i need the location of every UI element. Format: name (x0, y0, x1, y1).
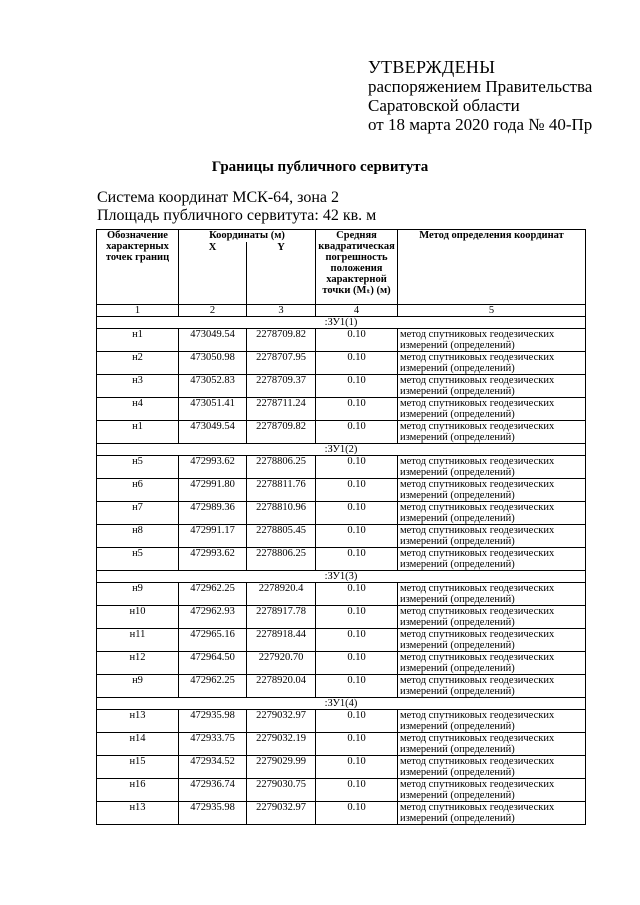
coord-x: 472936.74 (179, 779, 247, 802)
header-coordinates: Координаты (м) (179, 230, 316, 243)
table-row (97, 398, 586, 421)
table-row (97, 375, 586, 398)
error-value: 0.10 (316, 502, 398, 525)
method-value: метод спутниковых геодезических измерений (определений) (398, 756, 586, 779)
coord-y: 2278709.82 (247, 329, 316, 352)
point-designation: н12 (97, 652, 179, 675)
coord-y: 2278920.04 (247, 675, 316, 698)
coord-y: 2279030.75 (247, 779, 316, 802)
coord-x: 473049.54 (179, 421, 247, 444)
coord-x: 472962.25 (179, 675, 247, 698)
servitude-area: Площадь публичного сервитута: 42 кв. м (97, 207, 377, 224)
method-value: метод спутниковых геодезических измерений (определений) (398, 375, 586, 398)
coord-x: 473049.54 (179, 329, 247, 352)
error-value: 0.10 (316, 548, 398, 571)
coord-x: 472962.93 (179, 606, 247, 629)
coord-x: 472964.50 (179, 652, 247, 675)
point-designation: н1 (97, 421, 179, 444)
col-number: 5 (398, 305, 586, 317)
coord-x: 472993.62 (179, 548, 247, 571)
method-value: метод спутниковых геодезических измерений (определений) (398, 398, 586, 421)
point-designation: н13 (97, 710, 179, 733)
point-designation: н4 (97, 398, 179, 421)
point-designation: н3 (97, 375, 179, 398)
coord-x: 472991.80 (179, 479, 247, 502)
coord-x: 472935.98 (179, 802, 247, 825)
coord-y: 2278920.4 (247, 583, 316, 606)
coordinates-table-body (97, 305, 586, 825)
coord-y: 2279029.99 (247, 756, 316, 779)
error-value: 0.10 (316, 629, 398, 652)
coord-y: 2279032.97 (247, 802, 316, 825)
col-number: 1 (97, 305, 179, 317)
approval-heading: УТВЕРЖДЕНЫ (368, 57, 496, 77)
error-value: 0.10 (316, 710, 398, 733)
coord-x: 472965.16 (179, 629, 247, 652)
col-number: 3 (247, 305, 316, 317)
method-value: метод спутниковых геодезических измерений (определений) (398, 710, 586, 733)
error-value: 0.10 (316, 733, 398, 756)
point-designation: н2 (97, 352, 179, 375)
document-title: Границы публичного сервитута (211, 159, 429, 175)
error-value: 0.10 (316, 421, 398, 444)
method-value: метод спутниковых геодезических измерений (определений) (398, 548, 586, 571)
coord-y: 2278707.95 (247, 352, 316, 375)
error-value: 0.10 (316, 779, 398, 802)
method-value: метод спутниковых геодезических измерений (определений) (398, 779, 586, 802)
error-value: 0.10 (316, 756, 398, 779)
point-designation: н7 (97, 502, 179, 525)
table-row (97, 548, 586, 571)
error-value: 0.10 (316, 375, 398, 398)
method-value: метод спутниковых геодезических измерений (определений) (398, 329, 586, 352)
col-number: 2 (179, 305, 247, 317)
method-value: метод спутниковых геодезических измерений (определений) (398, 802, 586, 825)
point-designation: н14 (97, 733, 179, 756)
coordinates-table (96, 229, 586, 825)
error-value: 0.10 (316, 583, 398, 606)
coord-y: 2278709.37 (247, 375, 316, 398)
coordinate-system: Система координат МСК-64, зона 2 (97, 189, 340, 206)
table-row (97, 525, 586, 548)
table-row (97, 479, 586, 502)
coord-y: 2278811.76 (247, 479, 316, 502)
method-value: метод спутниковых геодезических измерений (определений) (398, 606, 586, 629)
coord-y: 2279032.97 (247, 710, 316, 733)
table-row (97, 733, 586, 756)
point-designation: н5 (97, 548, 179, 571)
point-designation: н13 (97, 802, 179, 825)
info-block (97, 189, 376, 225)
method-value: метод спутниковых геодезических измерений (определений) (398, 629, 586, 652)
table-row (97, 502, 586, 525)
point-designation: н1 (97, 329, 179, 352)
approval-block (368, 58, 592, 134)
method-value: метод спутниковых геодезических измерений (определений) (398, 733, 586, 756)
column-numbers-row (97, 305, 586, 317)
method-value: метод спутниковых геодезических измерений (определений) (398, 675, 586, 698)
coord-x: 472933.75 (179, 733, 247, 756)
col-number: 4 (316, 305, 398, 317)
method-value: метод спутниковых геодезических измерений (определений) (398, 421, 586, 444)
error-value: 0.10 (316, 479, 398, 502)
point-designation: н6 (97, 479, 179, 502)
coord-x: 473051.41 (179, 398, 247, 421)
point-designation: н15 (97, 756, 179, 779)
table-row (97, 329, 586, 352)
zone-label: :ЗУ1(2) (97, 444, 586, 456)
point-designation: н8 (97, 525, 179, 548)
method-value: метод спутниковых геодезических измерений (определений) (398, 456, 586, 479)
error-value: 0.10 (316, 652, 398, 675)
coord-y: 2278805.45 (247, 525, 316, 548)
point-designation: н9 (97, 583, 179, 606)
method-value: метод спутниковых геодезических измерений (определений) (398, 583, 586, 606)
coord-y: 227920.70 (247, 652, 316, 675)
approval-line-date: от 18 марта 2020 года № 40-Пр (368, 115, 593, 134)
table-row (97, 456, 586, 479)
table-row (97, 779, 586, 802)
zone-row (97, 444, 586, 456)
header-y: Y (247, 242, 316, 305)
coord-y: 2278918.44 (247, 629, 316, 652)
error-value: 0.10 (316, 352, 398, 375)
table-row (97, 756, 586, 779)
coord-x: 472991.17 (179, 525, 247, 548)
coord-y: 2278810.96 (247, 502, 316, 525)
coord-x: 472934.52 (179, 756, 247, 779)
table-row (97, 710, 586, 733)
zone-row (97, 698, 586, 710)
zone-label: :ЗУ1(3) (97, 571, 586, 583)
coord-y: 2279032.19 (247, 733, 316, 756)
table-row (97, 352, 586, 375)
coord-x: 473052.83 (179, 375, 247, 398)
method-value: метод спутниковых геодезических измерений (определений) (398, 479, 586, 502)
header-x: X (179, 242, 247, 305)
coord-y: 2278806.25 (247, 456, 316, 479)
zone-row (97, 571, 586, 583)
approval-line-region: Саратовской области (368, 96, 520, 115)
method-value: метод спутниковых геодезических измерений (определений) (398, 652, 586, 675)
table-row (97, 629, 586, 652)
table-row (97, 802, 586, 825)
error-value: 0.10 (316, 606, 398, 629)
error-value: 0.10 (316, 525, 398, 548)
coord-x: 472993.62 (179, 456, 247, 479)
error-value: 0.10 (316, 802, 398, 825)
point-designation: н16 (97, 779, 179, 802)
header-designation: Обозначение характерных точек границ (97, 230, 179, 305)
table-row (97, 675, 586, 698)
coord-x: 473050.98 (179, 352, 247, 375)
table-row (97, 421, 586, 444)
method-value: метод спутниковых геодезических измерений (определений) (398, 352, 586, 375)
coord-y: 2278711.24 (247, 398, 316, 421)
method-value: метод спутниковых геодезических измерений (определений) (398, 525, 586, 548)
table-row (97, 652, 586, 675)
zone-row (97, 317, 586, 329)
zone-label: :ЗУ1(4) (97, 698, 586, 710)
zone-label: :ЗУ1(1) (97, 317, 586, 329)
table-row (97, 583, 586, 606)
point-designation: н11 (97, 629, 179, 652)
method-value: метод спутниковых геодезических измерений (определений) (398, 502, 586, 525)
coord-x: 472935.98 (179, 710, 247, 733)
coord-x: 472962.25 (179, 583, 247, 606)
error-value: 0.10 (316, 398, 398, 421)
header-method: Метод определения координат (398, 230, 586, 305)
error-value: 0.10 (316, 675, 398, 698)
error-value: 0.10 (316, 329, 398, 352)
coord-y: 2278709.82 (247, 421, 316, 444)
coord-y: 2278917.78 (247, 606, 316, 629)
point-designation: н10 (97, 606, 179, 629)
point-designation: н9 (97, 675, 179, 698)
approval-line-decree: распоряжением Правительства (368, 77, 593, 96)
point-designation: н5 (97, 456, 179, 479)
table-row (97, 606, 586, 629)
error-value: 0.10 (316, 456, 398, 479)
coord-x: 472989.36 (179, 502, 247, 525)
coord-y: 2278806.25 (247, 548, 316, 571)
header-error: Средняя квадратическая погрешность положения характерной точки (Mₜ) (м) (316, 230, 398, 305)
